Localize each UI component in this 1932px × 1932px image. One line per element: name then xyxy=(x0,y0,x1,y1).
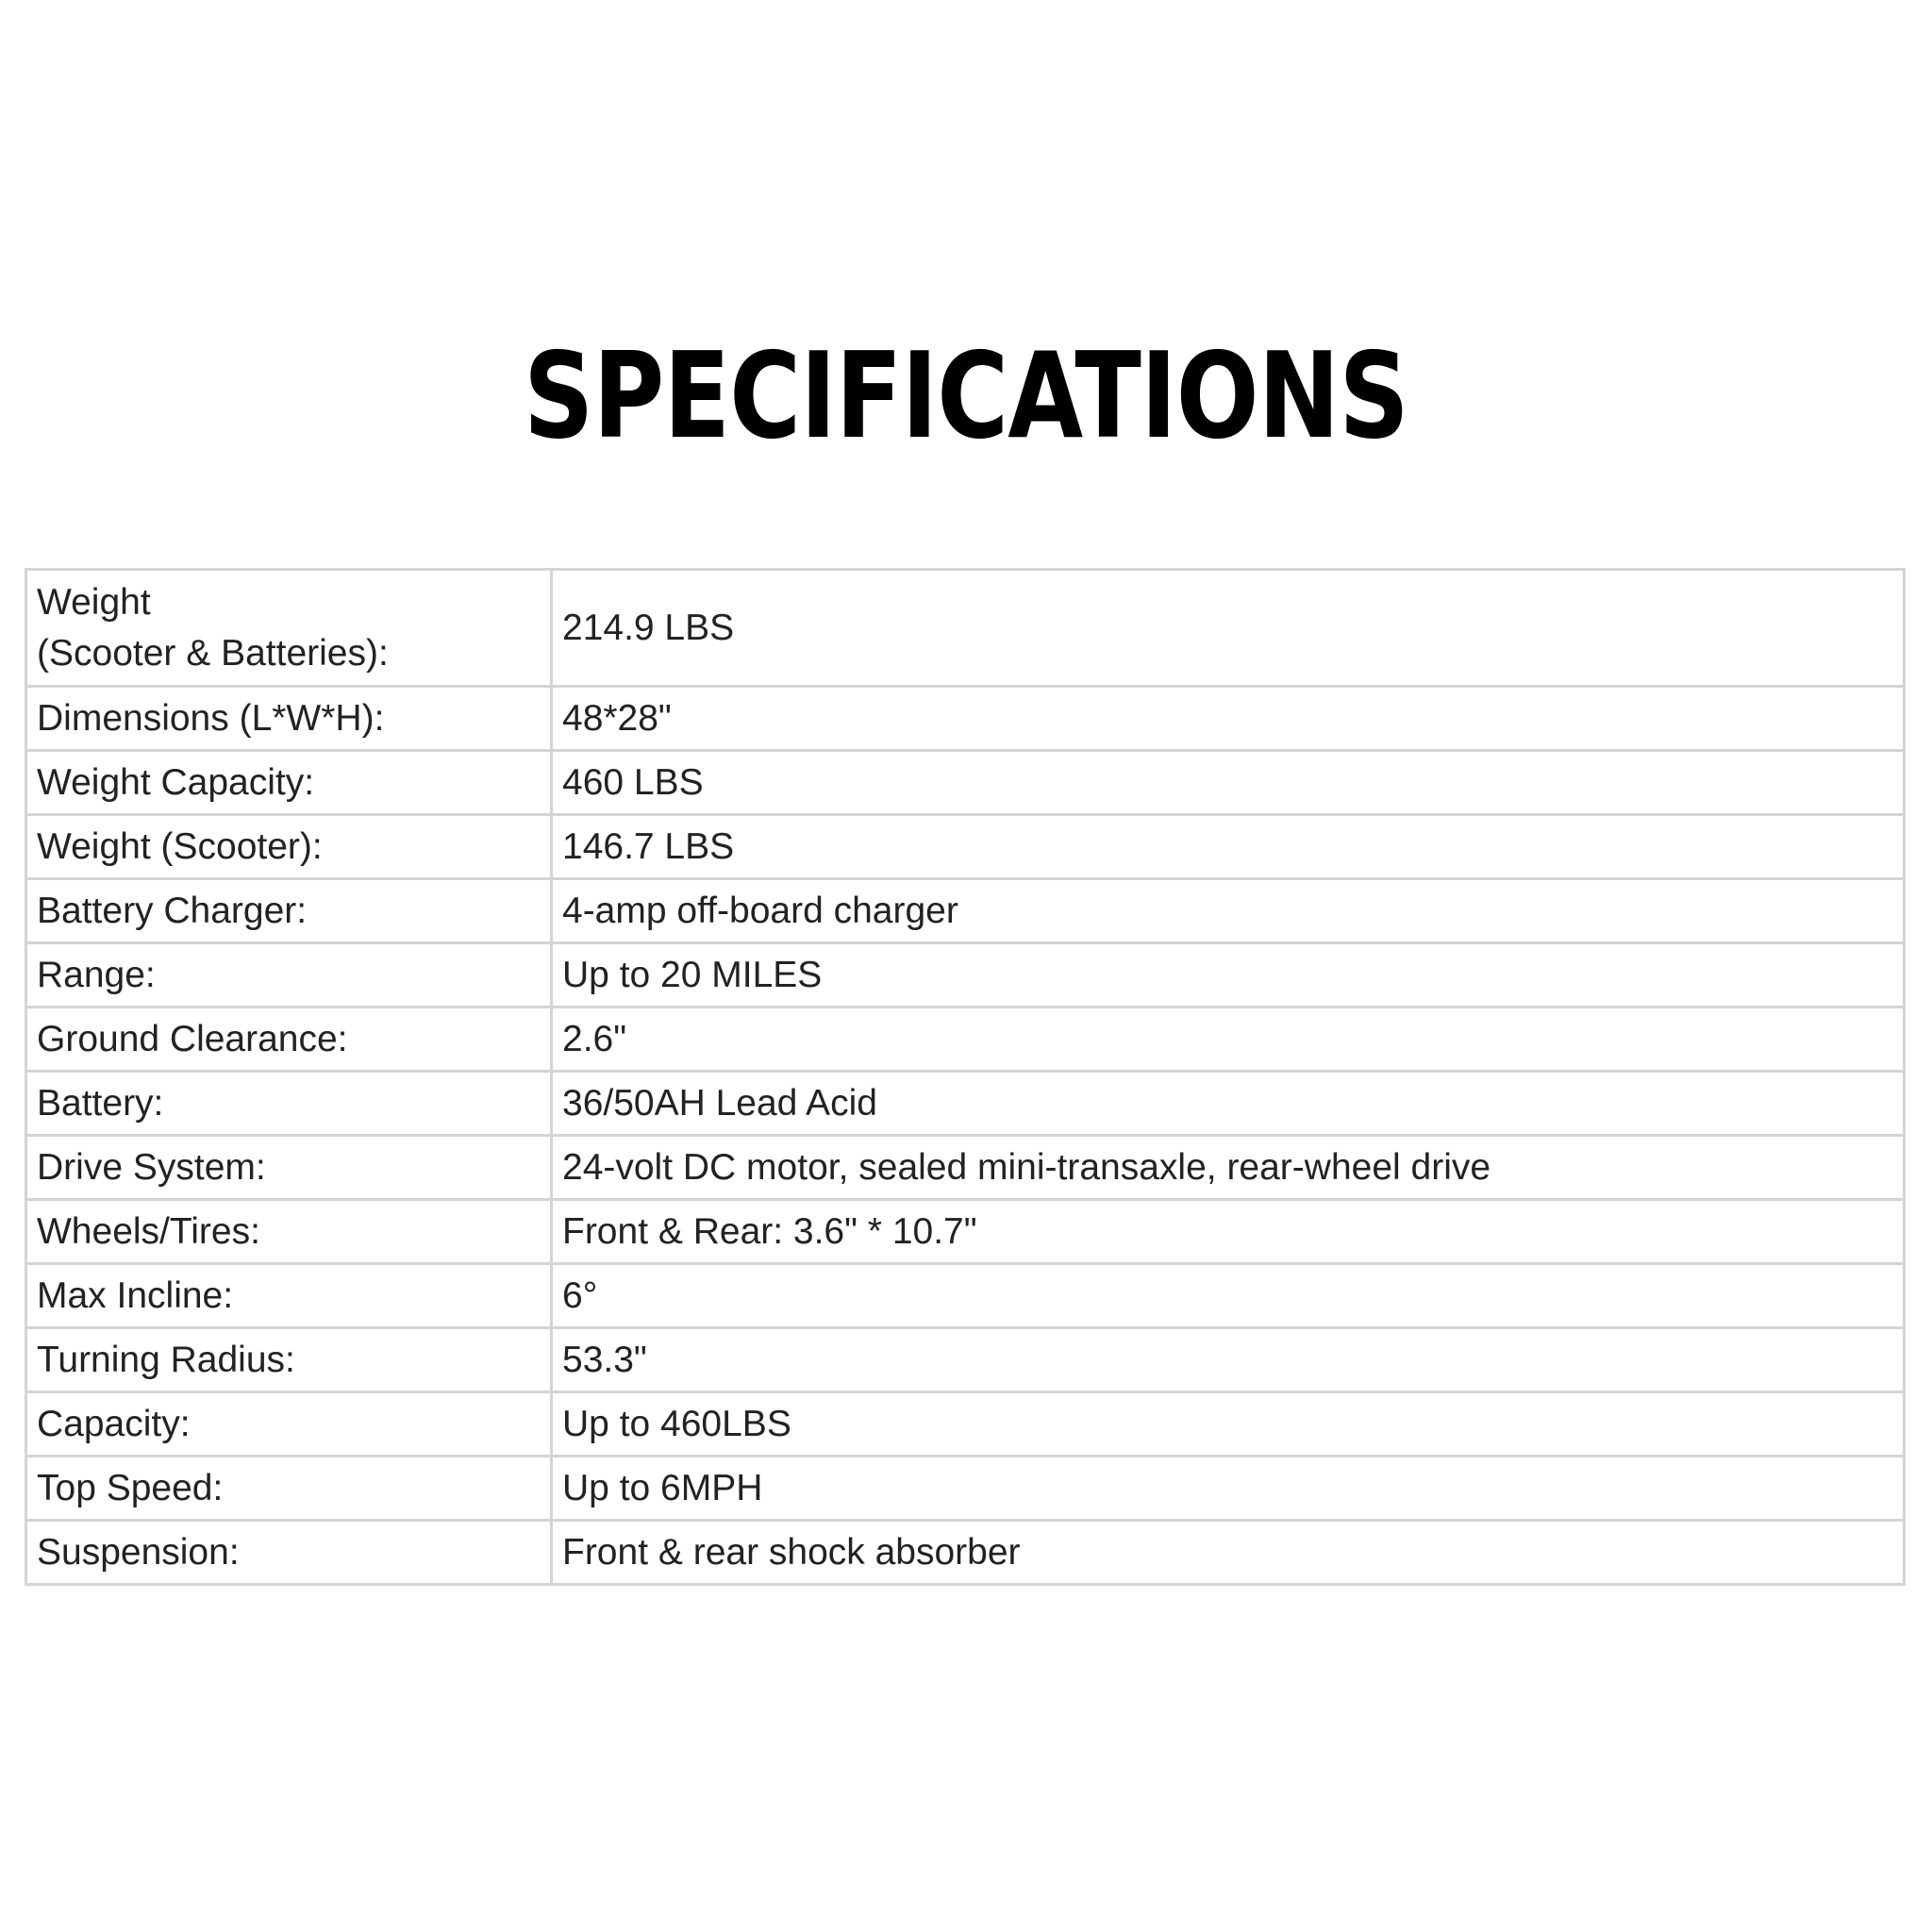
table-row xyxy=(26,1072,1905,1136)
table-row xyxy=(26,943,1905,1008)
table-row xyxy=(26,1264,1905,1328)
table-row xyxy=(26,687,1905,751)
spec-value: 460 LBS xyxy=(552,751,1905,815)
spec-value: 48*28" xyxy=(552,687,1905,751)
spec-value: Front & Rear: 3.6" * 10.7" xyxy=(552,1200,1905,1264)
spec-value: Front & rear shock absorber xyxy=(552,1521,1905,1585)
table-row xyxy=(26,1521,1905,1585)
table-row xyxy=(26,1008,1905,1072)
table-row xyxy=(26,879,1905,943)
spec-value: 24-volt DC motor, sealed mini-transaxle, rear-wheel drive xyxy=(552,1136,1905,1200)
spec-value: 146.7 LBS xyxy=(552,815,1905,879)
spec-label: Wheels/Tires: xyxy=(26,1200,552,1264)
spec-label: Battery Charger: xyxy=(26,879,552,943)
table-row xyxy=(26,1200,1905,1264)
spec-label: Battery: xyxy=(26,1072,552,1136)
table-row xyxy=(26,570,1905,687)
spec-value: Up to 460LBS xyxy=(552,1392,1905,1457)
spec-value: 214.9 LBS xyxy=(552,570,1905,687)
table-row xyxy=(26,1392,1905,1457)
spec-value: 53.3" xyxy=(552,1328,1905,1392)
table-row xyxy=(26,751,1905,815)
spec-value: 6° xyxy=(552,1264,1905,1328)
spec-label xyxy=(26,570,552,687)
spec-label-line-1: Weight xyxy=(37,581,151,623)
spec-value: Up to 6MPH xyxy=(552,1457,1905,1521)
spec-label: Weight Capacity: xyxy=(26,751,552,815)
spec-label: Weight (Scooter): xyxy=(26,815,552,879)
table-row xyxy=(26,1136,1905,1200)
spec-label: Max Incline: xyxy=(26,1264,552,1328)
spec-label: Ground Clearance: xyxy=(26,1008,552,1072)
spec-label: Range: xyxy=(26,943,552,1008)
page-title: SPECIFICATIONS xyxy=(524,326,1408,465)
spec-label: Turning Radius: xyxy=(26,1328,552,1392)
spec-label: Drive System: xyxy=(26,1136,552,1200)
specifications-table xyxy=(25,568,1906,1586)
spec-label: Top Speed: xyxy=(26,1457,552,1521)
spec-label-line-2: (Scooter & Batteries): xyxy=(37,632,389,674)
table-row xyxy=(26,815,1905,879)
spec-value: 4-amp off-board charger xyxy=(552,879,1905,943)
spec-label: Suspension: xyxy=(26,1521,552,1585)
table-row xyxy=(26,1457,1905,1521)
spec-label: Capacity: xyxy=(26,1392,552,1457)
spec-label: Dimensions (L*W*H): xyxy=(26,687,552,751)
spec-value: 2.6" xyxy=(552,1008,1905,1072)
spec-value: 36/50AH Lead Acid xyxy=(552,1072,1905,1136)
spec-value: Up to 20 MILES xyxy=(552,943,1905,1008)
table-row xyxy=(26,1328,1905,1392)
